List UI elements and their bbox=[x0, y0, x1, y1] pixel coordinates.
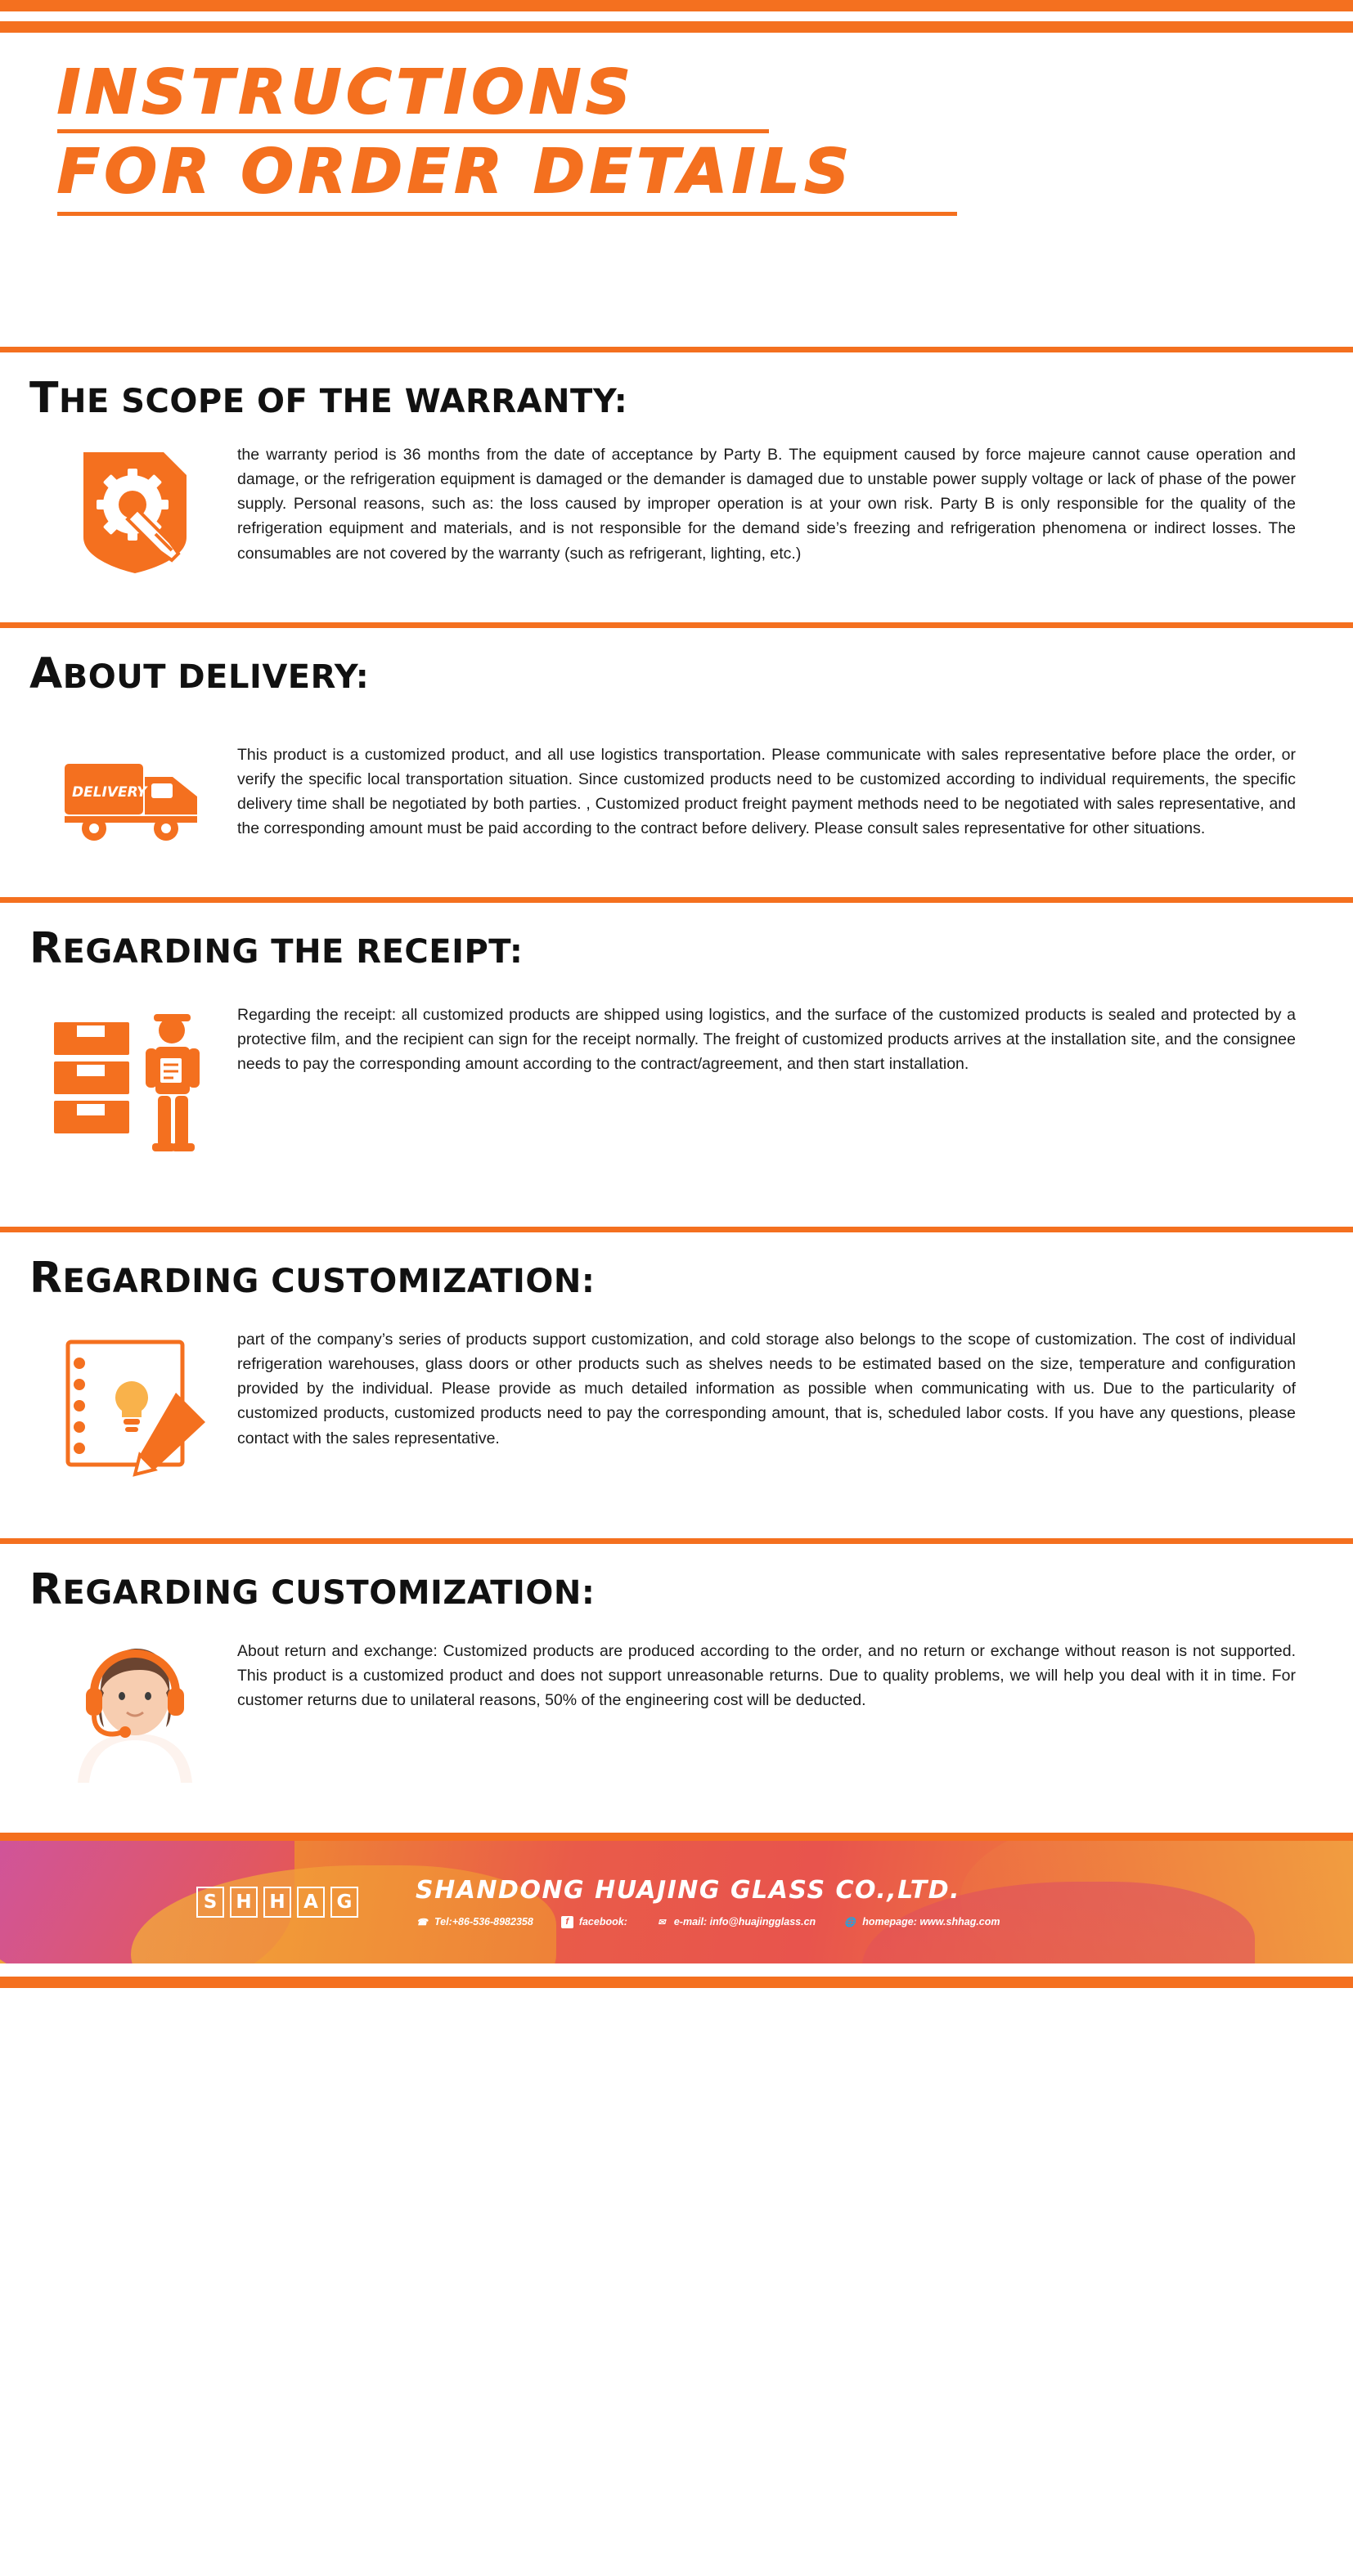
section-delivery bbox=[0, 628, 1353, 897]
section-delivery-icon-cell bbox=[33, 743, 237, 848]
footer-banner bbox=[0, 1841, 1353, 1963]
logo-letter-2: H bbox=[230, 1887, 258, 1918]
company-logo bbox=[196, 1887, 358, 1918]
phone-icon: ☎ bbox=[416, 1917, 428, 1928]
title-underline-1 bbox=[57, 129, 769, 133]
section-warranty-heading bbox=[0, 352, 1353, 423]
warehouse-worker-boxes-icon bbox=[49, 1006, 221, 1161]
section-customization-text: part of the company’s series of products support customization, and cold storage also belongs to the scope of customization. The cost of individual refrigeration warehouses, glass doors or other products such as shelves needs to be estimated based on the size, temperature and configuration provided by the individual. Please provide as much detailed information as possible when communicating with us. Due to the particularity of customized products, customized products need to pay the corresponding amount, that is, scheduled labor costs. If you have any questions, please contact with the sales representative. bbox=[237, 1330, 1296, 1447]
section-return-text: About return and exchange: Customized products are produced according to the order, and no return or exchange without reason is not supported. This product is a customized product and does not support unreasonable returns. Due to quality problems, we will help you deal with it in time. For customer returns due to unilateral reasons, 50% of the engineering cost will be deducted. bbox=[237, 1641, 1296, 1710]
section-return bbox=[0, 1544, 1353, 1833]
section-delivery-body bbox=[0, 695, 1353, 897]
notepad-pen-idea-icon bbox=[53, 1331, 217, 1486]
company-name: SHANDONG HUAJING GLASS CO.,LTD. bbox=[416, 1875, 961, 1905]
footer-content bbox=[0, 1841, 1353, 1963]
section-return-title-cap: R bbox=[29, 1564, 63, 1614]
footer-gap bbox=[0, 1963, 1353, 1977]
section-divider-4 bbox=[0, 1227, 1353, 1232]
section-warranty-title bbox=[29, 373, 628, 423]
globe-icon: 🌐 bbox=[844, 1917, 856, 1928]
section-customization-heading bbox=[0, 1232, 1353, 1303]
section-customization-body bbox=[0, 1299, 1353, 1538]
section-warranty-title-cap: T bbox=[29, 373, 59, 423]
section-customization-icon-cell bbox=[33, 1327, 237, 1486]
section-delivery-title-rest: BOUT DELIVERY: bbox=[62, 657, 370, 696]
logo-letter-4: A bbox=[297, 1887, 325, 1918]
section-warranty-icon-cell bbox=[33, 442, 237, 577]
section-receipt-body bbox=[0, 970, 1353, 1227]
contact-email-text: e-mail: info@huajingglass.cn bbox=[673, 1916, 816, 1928]
section-customization-title bbox=[29, 1253, 596, 1303]
section-divider-5 bbox=[0, 1538, 1353, 1544]
section-divider-1 bbox=[0, 347, 1353, 352]
section-return-title-rest: EGARDING CUSTOMIZATION: bbox=[62, 1573, 596, 1612]
warranty-gear-shield-icon bbox=[74, 446, 196, 577]
section-receipt-icon-cell bbox=[33, 1003, 237, 1161]
section-return-icon-cell bbox=[33, 1639, 237, 1785]
section-receipt bbox=[0, 903, 1353, 1227]
section-receipt-title bbox=[29, 923, 524, 973]
contact-email[interactable] bbox=[655, 1916, 816, 1928]
top-accent-bar bbox=[0, 0, 1353, 11]
section-return-body bbox=[0, 1611, 1353, 1833]
contact-phone bbox=[416, 1916, 533, 1928]
contact-phone-text: Tel:+86-536-8982358 bbox=[434, 1916, 533, 1928]
svg-text:DELIVERY: DELIVERY bbox=[72, 783, 147, 801]
top-gap bbox=[0, 11, 1353, 21]
title-underline-2 bbox=[57, 212, 957, 216]
contact-list bbox=[416, 1916, 1000, 1928]
section-delivery-text: This product is a customized product, and all use logistics transportation. Please communicate with sales representative before place the order, or verify the specific local transportation situation. Since customized products need to be customized according to individual requirements, the specific delivery time shall be negotiated by both parties. , Customized product freight payment methods need to be negotiated with sales representative, and the corresponding amount must be paid according to the contract before delivery. Please consult sales representative for other situations. bbox=[237, 745, 1296, 838]
logo-letter-1: S bbox=[196, 1887, 224, 1918]
contact-homepage-text: homepage: www.shhag.com bbox=[862, 1916, 1000, 1928]
section-warranty-body bbox=[0, 420, 1353, 622]
mail-icon: ✉ bbox=[658, 1917, 666, 1928]
section-delivery-heading bbox=[0, 628, 1353, 698]
contact-facebook-text: facebook: bbox=[578, 1916, 627, 1928]
section-divider-3 bbox=[0, 897, 1353, 903]
section-warranty-text: the warranty period is 36 months from the date of acceptance by Party B. The equipment caused by force majeure cannot cause operation and damage, or the refrigeration equipment is damaged or the demander is damaged due to unstable power supply voltage or lack of phase of the power supply. Personal reasons, such as: the loss caused by improper operation is at your own risk. Party B is only responsible for the quality of the refrigeration equipment and materials, and is not responsible for the demand side’s freezing and refrigeration phenomena or indirect losses. The consumables are not covered by the warranty (such as refrigerant, lighting, etc.) bbox=[237, 445, 1296, 563]
page-title-line-1: INSTRUCTIONS bbox=[57, 57, 636, 128]
top-accent-bar-2 bbox=[0, 21, 1353, 33]
section-receipt-title-rest: EGARDING THE RECEIPT: bbox=[62, 932, 524, 971]
section-delivery-title bbox=[29, 648, 370, 698]
title-spacer bbox=[0, 224, 1353, 347]
logo-letter-3: H bbox=[263, 1887, 291, 1918]
section-divider-2 bbox=[0, 622, 1353, 628]
facebook-icon: f bbox=[561, 1916, 573, 1928]
footer-top-rule bbox=[0, 1833, 1353, 1841]
section-customization-title-rest: EGARDING CUSTOMIZATION: bbox=[62, 1262, 596, 1300]
page-title-block bbox=[0, 33, 1353, 224]
section-return-heading bbox=[0, 1544, 1353, 1614]
section-warranty bbox=[0, 352, 1353, 622]
section-warranty-title-rest: HE SCOPE OF THE WARRANTY: bbox=[58, 382, 628, 420]
section-customization-title-cap: R bbox=[29, 1253, 63, 1303]
footer-company-block bbox=[416, 1876, 1000, 1928]
page-title-line-2: FOR ORDER DETAILS bbox=[57, 136, 854, 207]
footer-bottom-rule bbox=[0, 1977, 1353, 1988]
section-delivery-title-cap: A bbox=[29, 648, 63, 698]
section-receipt-text: Regarding the receipt: all customized products are shipped using logistics, and the surface of the customized products is sealed and protected by a protective film, and the recipient can sign for the receipt normally. The freight of customized products arrives at the installation site, and the consignee needs to pay the corresponding amount according to the contract/agreement, and then start installation. bbox=[237, 1005, 1296, 1074]
delivery-truck-icon bbox=[61, 746, 209, 848]
section-receipt-title-cap: R bbox=[29, 923, 63, 973]
customer-service-headset-icon bbox=[61, 1642, 209, 1785]
section-customization bbox=[0, 1232, 1353, 1538]
contact-homepage[interactable] bbox=[843, 1916, 1000, 1928]
section-return-title bbox=[29, 1564, 596, 1614]
logo-letter-5: G bbox=[330, 1887, 358, 1918]
section-receipt-heading bbox=[0, 903, 1353, 973]
contact-facebook[interactable] bbox=[561, 1916, 627, 1928]
